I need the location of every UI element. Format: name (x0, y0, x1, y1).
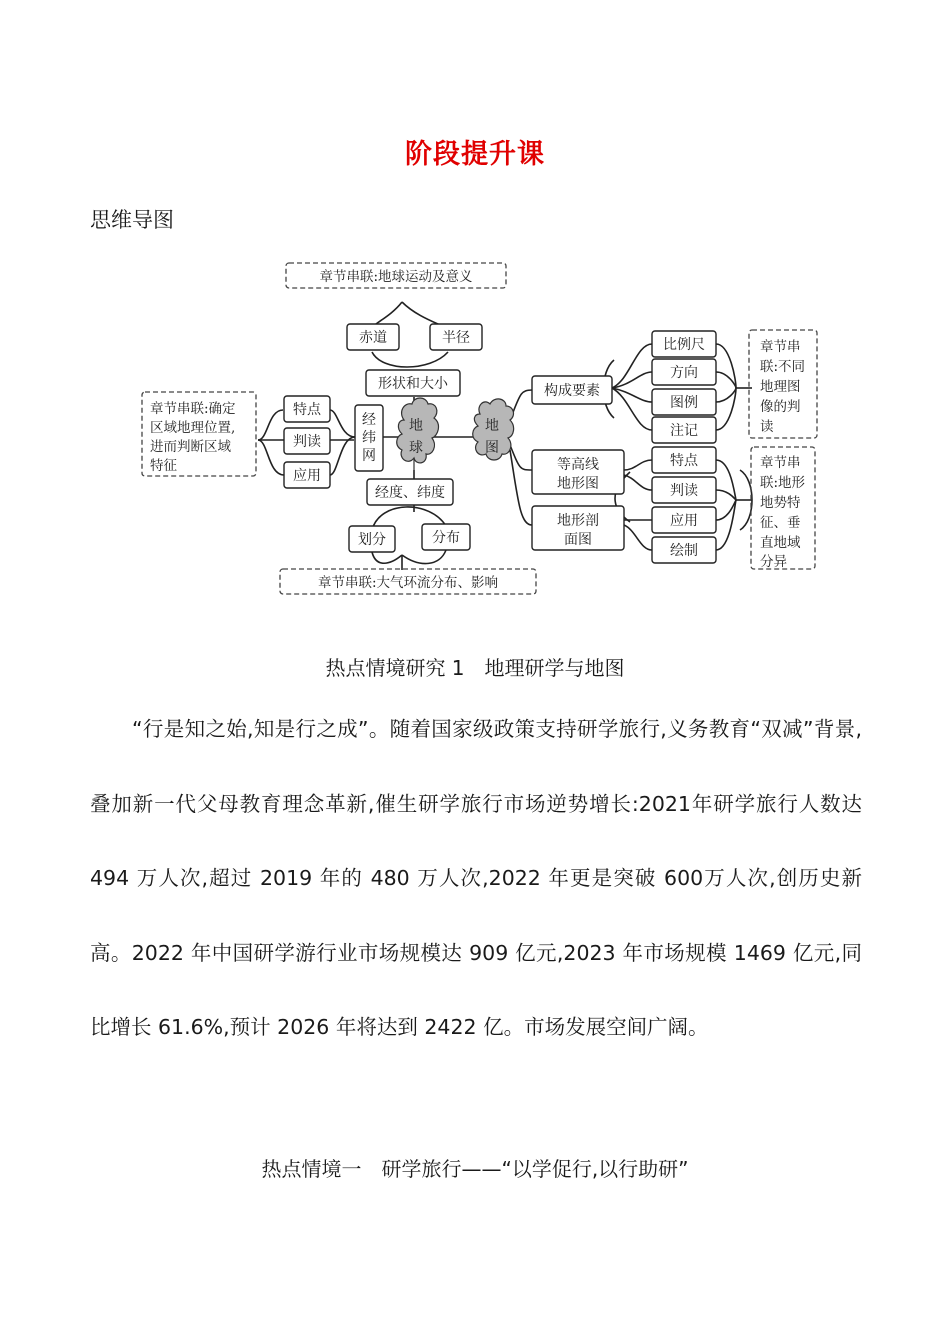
node-shape-size: 形状和大小 (378, 376, 448, 392)
node-distribution: 分布 (432, 530, 460, 546)
right-note-bottom-line: 地势特 (760, 495, 801, 511)
left-note-line: 章节串联:确定 (150, 401, 236, 417)
connector (510, 450, 532, 525)
node-radius: 半径 (442, 330, 470, 346)
connector (372, 552, 402, 563)
node-r-draw: 绘制 (670, 543, 698, 559)
node-lon-lat: 经度、纬度 (375, 485, 445, 501)
section-label-mindmap: 思维导图 (90, 208, 174, 232)
connector (716, 388, 736, 402)
grid-char: 经 (362, 412, 376, 428)
node-contour-map: 地形图 (557, 476, 599, 492)
node-profile-map: 面图 (564, 532, 592, 548)
bottom-note-text: 章节串联:大气环流分布、影响 (317, 575, 499, 591)
node-direction: 方向 (670, 365, 698, 381)
connector (372, 352, 448, 367)
scenario-heading: 热点情境一 研学旅行——“以学促行,以行助研” (261, 1157, 689, 1181)
node-r-judge: 判读 (670, 483, 698, 499)
node-annotation: 注记 (670, 423, 698, 439)
study-paragraph-text: “行是知之始,知是行之成”。随着国家级政策支持研学旅行,义务教育“双减”背景,叠加新一代父母教育理念革新,催生研学旅行市场逆势增长:2021年研学旅行人数达 494 万人次,超过 2019 年的 480 万人次,2022 年更是突破 600万人次,创历史新高。2022 年中国研学游行业市场规模达 909 亿元,2023 年市场规模 1469 亿元,同比增长 61.6%,预计 2026 年将达到 2422 亿。市场发展空间广阔。 (90, 717, 862, 1039)
right-note-top-line: 像的判 (760, 399, 801, 415)
map-char: 地 (485, 418, 499, 434)
grid-char: 纬 (362, 430, 376, 446)
connector (624, 475, 652, 490)
node-judge: 判读 (293, 434, 321, 450)
connector (624, 525, 652, 550)
node-features: 特点 (293, 402, 321, 418)
right-note-top-line: 章节串 (760, 339, 801, 355)
connector (330, 437, 355, 475)
node-r-features: 特点 (670, 453, 698, 469)
connector (716, 460, 736, 500)
node-legend: 图例 (670, 395, 698, 411)
right-note-bottom-line: 征、垂 (760, 515, 801, 531)
node-profile-map: 地形剖 (557, 513, 599, 529)
connector (716, 490, 736, 500)
study-heading: 热点情境研究 1 地理研学与地图 (325, 656, 625, 680)
node-components: 构成要素 (544, 383, 600, 399)
connector (258, 440, 284, 475)
grid-char: 网 (362, 448, 376, 464)
left-note-line: 特征 (150, 458, 177, 474)
connector (624, 460, 652, 470)
right-note-top-line: 读 (760, 419, 774, 435)
right-note-bottom-line: 章节串 (760, 455, 801, 471)
node-contour-map: 等高线 (557, 457, 599, 473)
mind-map (0, 0, 950, 640)
left-note-line: 进而判断区域 (150, 439, 231, 455)
earth-char: 地 (409, 418, 423, 434)
right-note-bottom-line: 分异 (760, 554, 787, 570)
node-apply: 应用 (293, 468, 321, 484)
top-note-text: 章节串联:地球运动及意义 (319, 269, 473, 285)
left-note-line: 区域地理位置, (150, 420, 236, 436)
connector (716, 372, 736, 388)
node-equator: 赤道 (359, 330, 387, 346)
node-scale: 比例尺 (663, 337, 705, 353)
connector (612, 372, 652, 388)
connector (402, 550, 446, 564)
earth-char: 球 (409, 440, 423, 456)
study-paragraph (90, 692, 862, 1065)
node-divide: 划分 (358, 532, 386, 548)
connector (612, 388, 652, 402)
node-r-apply: 应用 (670, 513, 698, 529)
right-note-bottom-line: 直地域 (760, 535, 801, 551)
connector (330, 410, 355, 437)
right-note-top-line: 地理图 (760, 379, 801, 395)
connector (258, 410, 283, 440)
map-char: 图 (485, 440, 499, 456)
page-title: 阶段提升课 (405, 139, 545, 170)
right-note-top-line: 联:不同 (760, 359, 806, 375)
right-note-bottom-line: 联:地形 (760, 475, 806, 491)
